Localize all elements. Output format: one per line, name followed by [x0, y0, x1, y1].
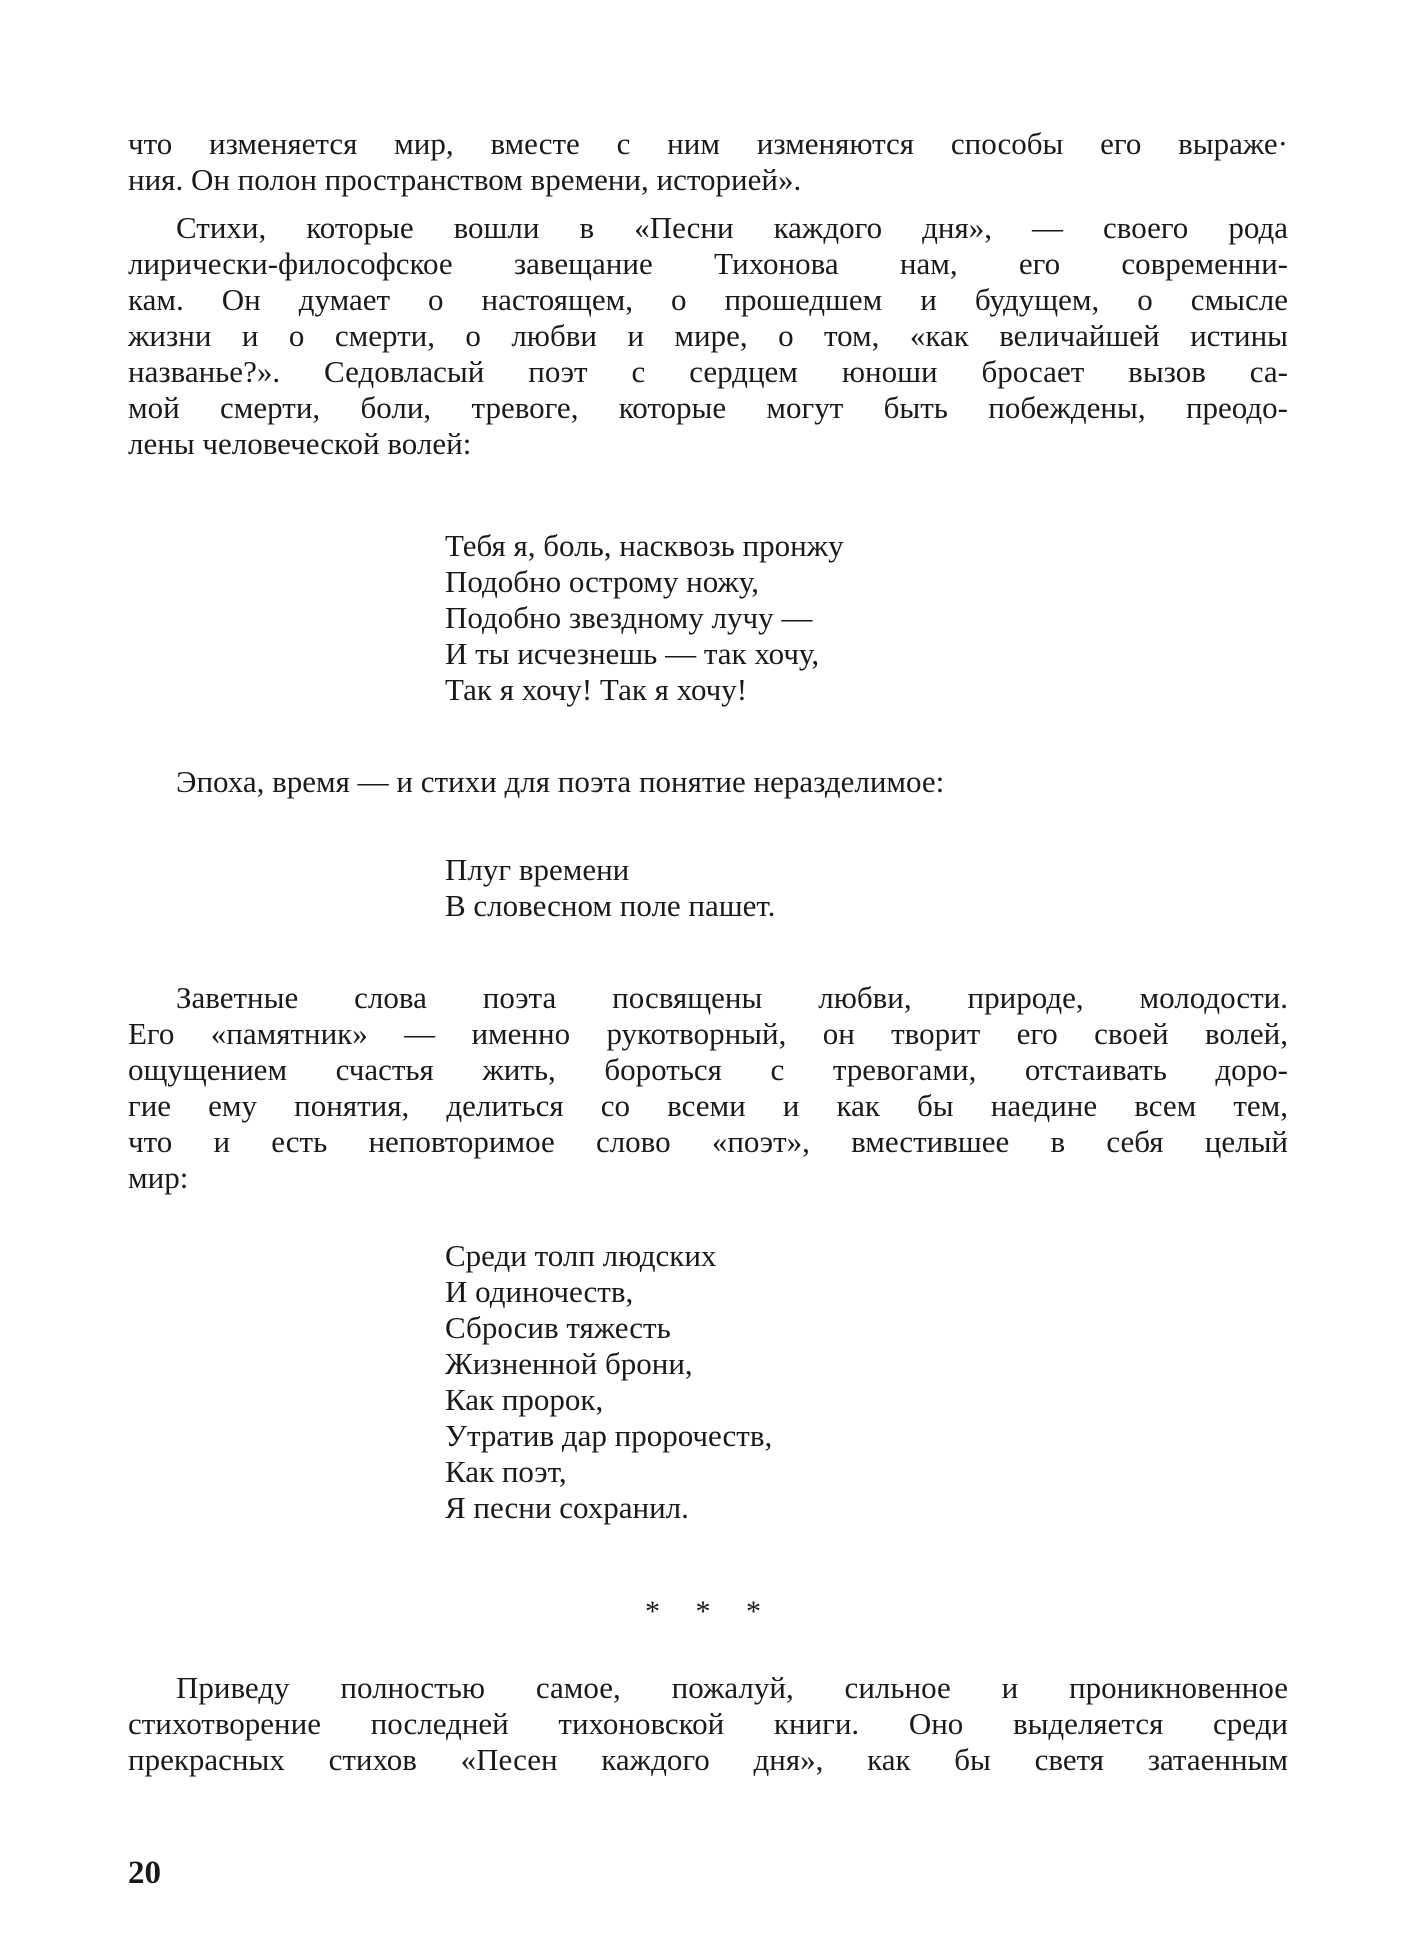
paragraph — [128, 980, 1288, 1196]
text-line: мой смерти, боли, тревоге, которые могут быть побеждены, преодо- — [128, 390, 1288, 425]
paragraph — [128, 1670, 1288, 1778]
text-line: ния. Он полон пространством времени, историей». — [128, 162, 802, 197]
text-line: что и есть неповторимое слово «поэт», вместившее в себя целый — [128, 1124, 1288, 1159]
text-line: жизни и о смерти, о любви и мире, о том, «как величайшей истины — [128, 318, 1288, 353]
text-line: кам. Он думает о настоящем, о прошедшем и будущем, о смысле — [128, 282, 1288, 317]
verse-line: Жизненной брони, — [445, 1346, 693, 1381]
section-separator: * * * — [645, 1595, 775, 1628]
text-line: мир: — [128, 1160, 189, 1195]
page-number: 20 — [128, 1855, 161, 1891]
verse-line: Среди толп людских — [445, 1238, 717, 1273]
verse-line: Плуг времени — [445, 852, 630, 887]
paragraph: Эпоха, время — и стихи для поэта понятие неразделимое: — [176, 764, 945, 799]
verse-line: Утратив дар пророчеств, — [445, 1418, 773, 1453]
text-line: Заветные слова поэта посвящены любви, природе, молодости. — [176, 980, 1288, 1015]
text-line: стихотворение последней тихоновской книги. Оно выделяется среди — [128, 1706, 1288, 1741]
verse-line: И ты исчезнешь — так хочу, — [445, 636, 820, 671]
verse-line: Подобно острому ножу, — [445, 564, 759, 599]
verse-line: Как поэт, — [445, 1454, 567, 1489]
verse-quote — [445, 852, 775, 924]
text-line: что изменяется мир, вместе с ним изменяются способы его выраже· — [128, 126, 1288, 161]
verse-line: Как пророк, — [445, 1382, 604, 1417]
verse-line: В словесном поле пашет. — [445, 888, 776, 923]
text-line: лены человеческой волей: — [128, 426, 472, 461]
verse-line: Тебя я, боль, насквозь пронжу — [445, 528, 844, 563]
verse-line: Сбросив тяжесть — [445, 1310, 671, 1345]
verse-quote — [445, 528, 844, 708]
paragraph-continuation — [128, 126, 1288, 198]
text-line: прекрасных стихов «Песен каждого дня», как бы светя затаенным — [128, 1742, 1288, 1777]
text-line: Приведу полностью самое, пожалуй, сильное и проникновенное — [176, 1670, 1288, 1705]
verse-quote — [445, 1238, 772, 1526]
verse-line: И одиночеств, — [445, 1274, 634, 1309]
paragraph — [128, 210, 1288, 462]
text-line: Стихи, которые вошли в «Песни каждого дня», — своего рода — [176, 210, 1288, 245]
verse-line: Я песни сохранил. — [445, 1490, 689, 1525]
text-line: Его «памятник» — именно рукотворный, он творит его своей волей, — [128, 1016, 1288, 1051]
verse-line: Так я хочу! Так я хочу! — [445, 672, 748, 707]
text-line: лирически-философское завещание Тихонова нам, его современни- — [128, 246, 1288, 281]
text-line: гие ему понятия, делиться со всеми и как бы наедине всем тем, — [128, 1088, 1288, 1123]
verse-line: Подобно звездному лучу — — [445, 600, 813, 635]
text-line: ощущением счастья жить, бороться с тревогами, отстаивать доро- — [128, 1052, 1288, 1087]
text-line: названье?». Седовласый поэт с сердцем юноши бросает вызов са- — [128, 354, 1288, 389]
